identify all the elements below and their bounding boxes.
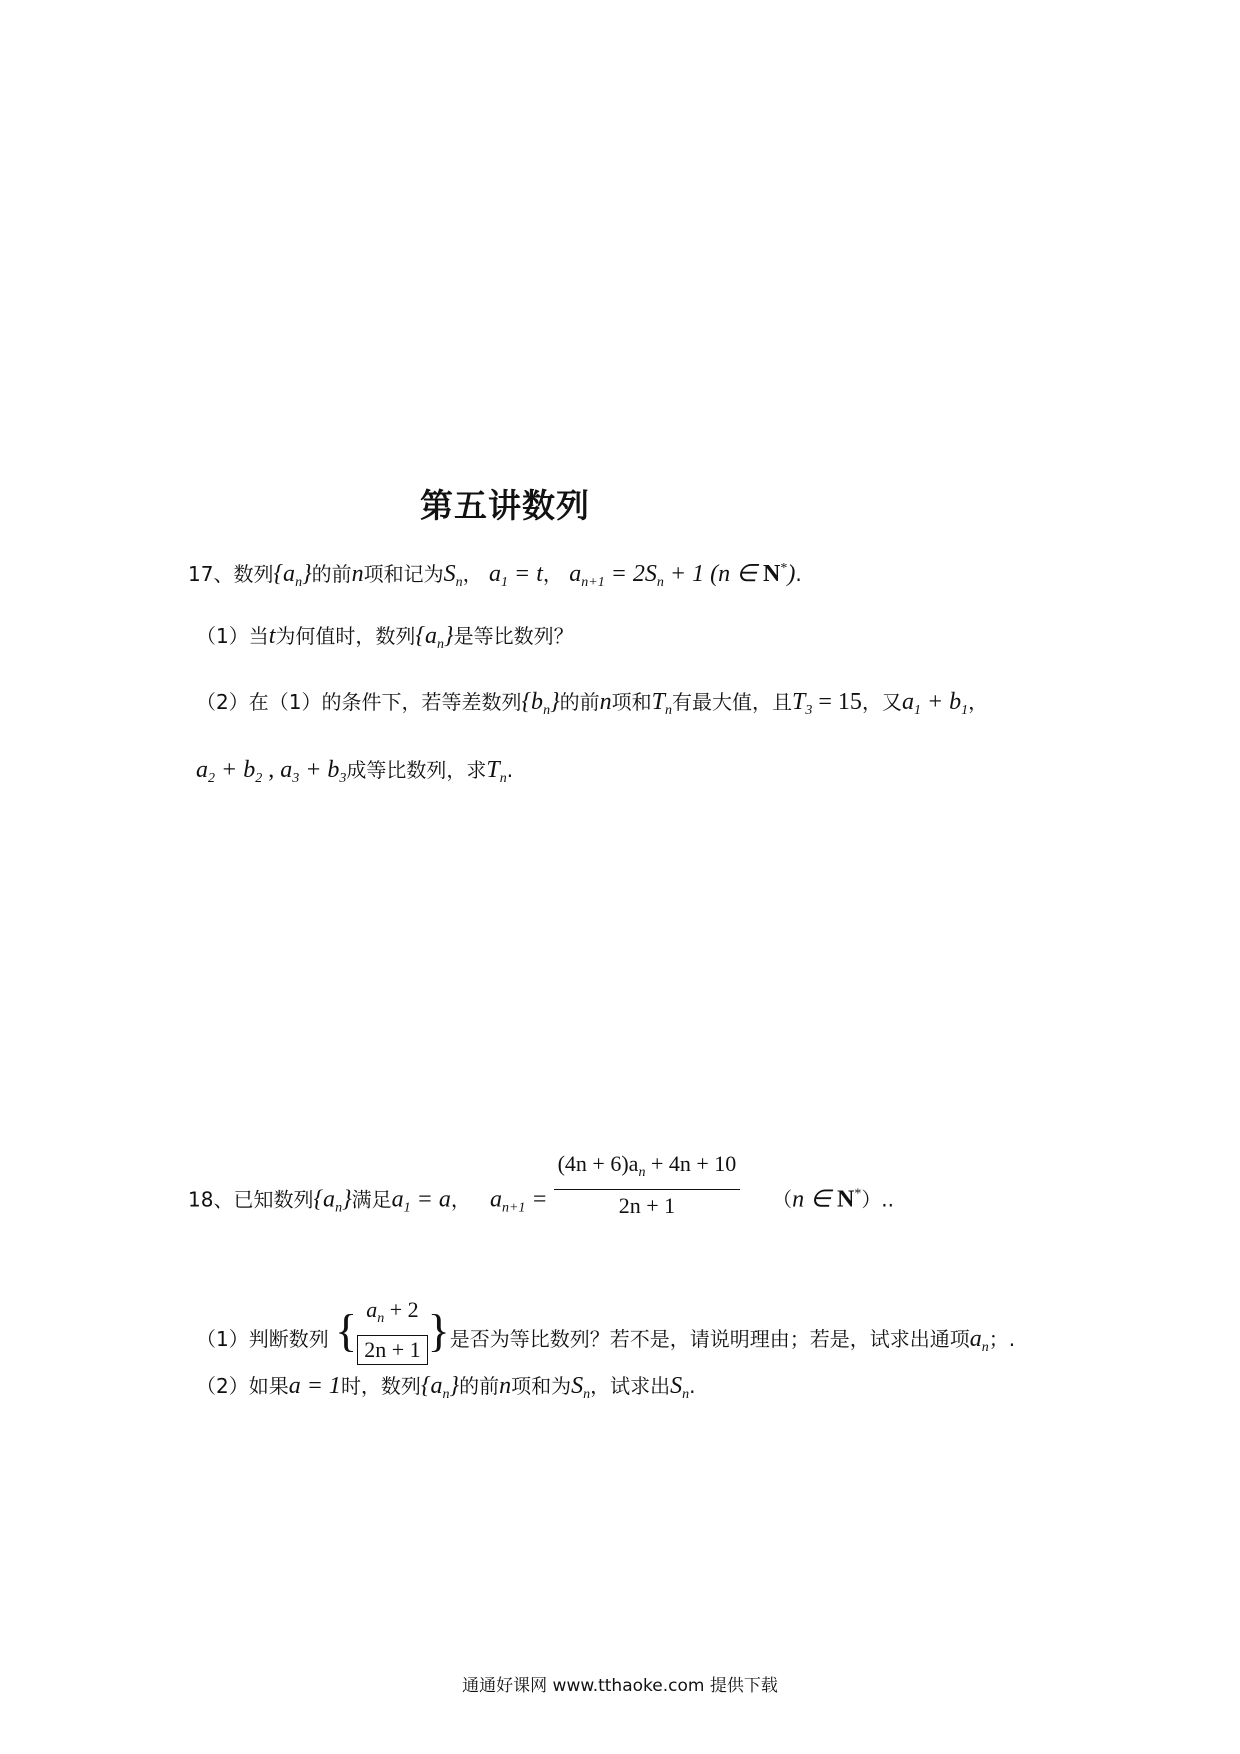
page-title: 第五讲数列 <box>420 486 590 525</box>
q18-part1: （1）判断数列 { $\frac{a_n + 2}{2n + 1}$ }是否为等比数列？若不是，请说明理由；若是，试求出通项$a_n$；. <box>196 1306 1015 1375</box>
q17-part1: （1）当t为何值时，数列$\{a_n\}$是等比数列？ <box>196 623 574 652</box>
footer-credit: 通通好课网 www.tthaoke.com 提供下载 <box>462 1676 778 1696</box>
q18-stem: 18、已知数列$\{a_n\}$满足$a_1 = a$， $a_{n+1}$ = $\frac{(4n + 6)a_n + 4n + 10}{2n + 1}$ （n ∈ N*）.. <box>188 1151 895 1218</box>
q17-part2-line2: $a_2 + b_2$ , $a_3 + b_3$成等比数列，求$T_n$. <box>196 757 514 786</box>
q17-stem: 17、数列$\{a_n\}$的前n项和记为$S_n$， $a_1 = t$， $a_{n+1} = 2S_n + 1$ (n ∈ N*). <box>188 561 802 590</box>
q18-part2: （2）如果a = 1时，数列$\{a_n\}$的前n项和为$S_n$，试求出$S_n$. <box>196 1373 696 1402</box>
q18-recurrence-fraction: $\frac{(4n + 6)a_n + 4n + 10}{2n + 1}$ <box>554 1150 741 1220</box>
q17-part2-line1: （2）在（1）的条件下，若等差数列$\{b_n\}$的前n项和$T_n$有最大值，且$T_3 = 15$，又$a_1 + b_1$， <box>196 689 989 718</box>
q18-ratio-fraction: $\frac{a_n + 2}{2n + 1}$ <box>357 1296 427 1365</box>
